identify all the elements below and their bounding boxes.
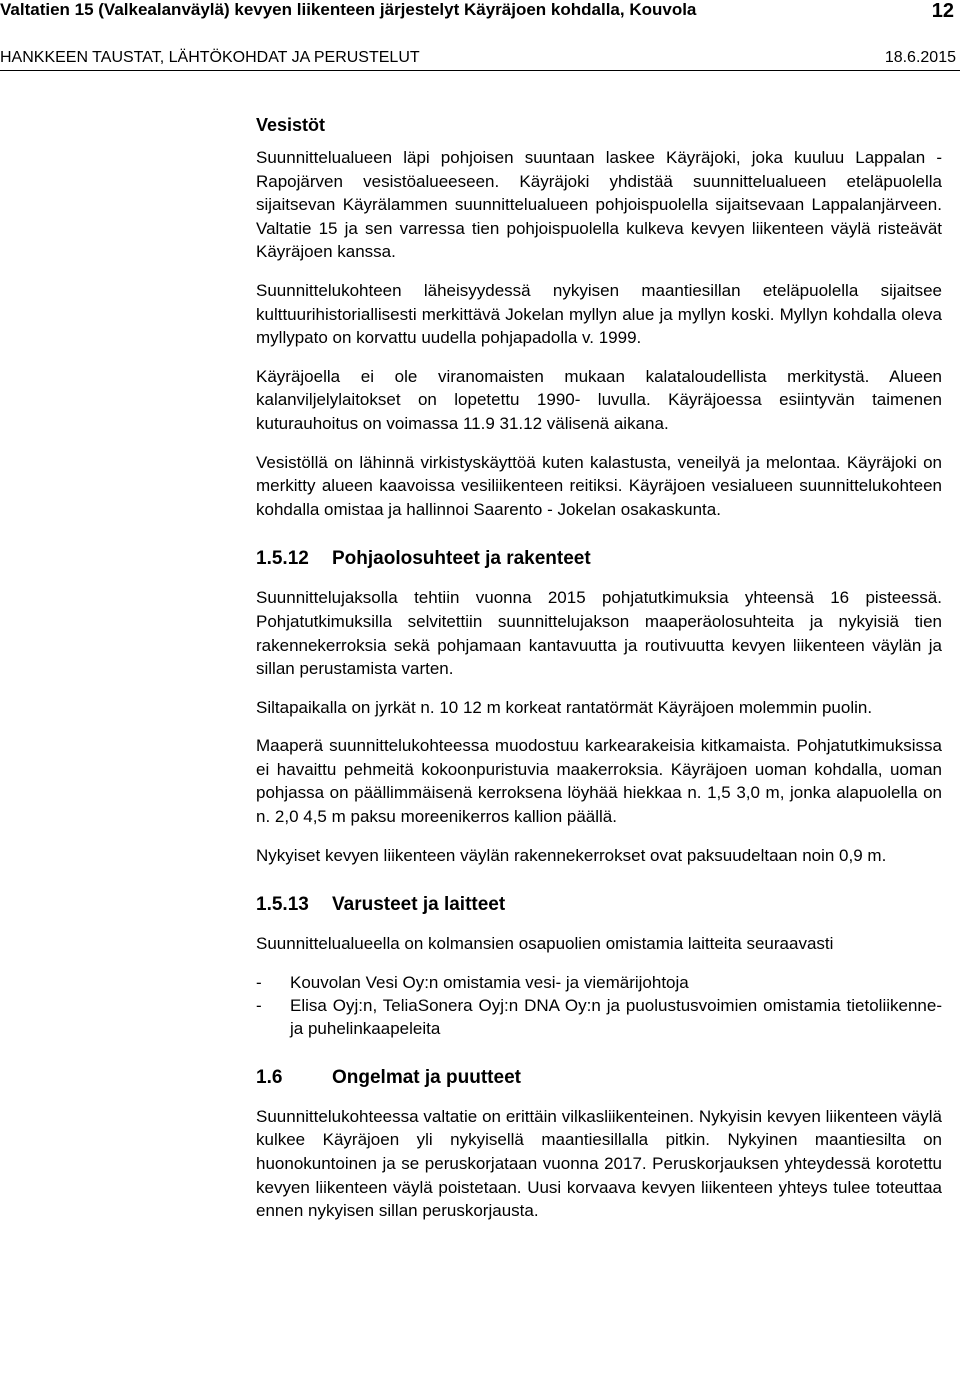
body-content (256, 114, 942, 1238)
paragraph: Suunnittelukohteen läheisyydessä nykyisen maantiesillan eteläpuolella sijaitsee kulttuurihistoriallisesti merkittävä Jokelan myllyn alue ja myllyn koski. Myllyn kohdalla oleva myllypato on korvattu uudella pohjapadolla v. 1999. (256, 280, 942, 348)
section-number: 1.6 (256, 1066, 283, 1088)
paragraph: Vesistöllä on lähinnä virkistyskäyttöä kuten kalastusta, veneilyä ja melontaa. Käyräjoki on merkitty alueen kaavoissa vesiliikenteen reitiksi. Käyräjoen vesialueen suunnittelukohteen kohdalla omistaa ja hallinnoi Saarento - Jokelan osakaskunta. (256, 452, 942, 519)
equipment-list (256, 971, 942, 1040)
paragraph: Siltapaikalla on jyrkät n. 10 12 m korkeat rantatörmät Käyräjoen molemmin puolin. (256, 697, 873, 717)
list-item-text: Kouvolan Vesi Oy:n omistamia vesi- ja viemärijohtoja (290, 972, 689, 992)
heading-pohjaolosuhteet (256, 547, 942, 571)
section-heading: Ongelmat ja puutteet (332, 1066, 521, 1088)
paragraph: Käyräjoella ei ole viranomaisten mukaan kalataloudellista merkitystä. Alueen kalanviljelylaitokset on lopetettu 1990- luvulla. Käyräjoessa esiintyvän taimenen kuturauhoitus on voimassa 11.9 31.12 välisenä aikana. (256, 366, 942, 433)
document-title: Valtatien 15 (Valkealanväylä) kevyen liikenteen järjestelyt Käyräjoen kohdalla, Kouvola (0, 0, 697, 19)
section-subtitle: HANKKEEN TAUSTAT, LÄHTÖKOHDAT JA PERUSTELUT (0, 49, 420, 66)
paragraph: Maaperä suunnittelukohteessa muodostuu karkearakeisia kitkamaista. Pohjatutkimuksissa ei havaittu pehmeitä kokoonpuristuvia maakerroksia. Käyräjoen uoman kohdalla, uoman pohjassa on päällimmäisenä kerroksena löyhää hiekkaa n. 1,5 3,0 m, jonka alapuolella on n. 2,0 4,5 m paksu moreenikerros kallion päällä. (256, 736, 942, 827)
header-divider (0, 70, 960, 71)
paragraph: Suunnittelualueen läpi pohjoisen suuntaan laskee Käyräjoki, joka kuuluu Lappalan - Rapojärven vesistöalueeseen. Käyräjoki yhdistää suunnittelualueen eteläpuolella sijaitsevan Käyrälammen suunnittelualueen pohjoispuolella sijaitsevaan Lappalanjärveen. Valtatie 15 ja sen varressa tien pohjoispuolella kulkeva kevyen liikenteen väylä risteävät Käyräjoen kanssa. (256, 148, 942, 262)
document-date: 18.6.2015 (884, 49, 956, 66)
list-item-text: Elisa Oyj:n, TeliaSonera Oyj:n DNA Oy:n ja puolustusvoimien omistamia tietoliikenne- ja puhelinkaapeleita (290, 995, 942, 1038)
page-number: 12 (931, 0, 954, 22)
list-item (256, 994, 942, 1040)
section-number: 1.5.13 (256, 894, 309, 916)
paragraph: Suunnittelujaksolla tehtiin vuonna 2015 pohjatutkimuksia yhteensä 16 pisteessä. Pohjatutkimuksilla selvitettiin suunnittelujakson maaperäolosuhteita ja nykyisiä tien rakennekerroksia sekä pohjamaan kantavuutta ja routivuutta kevyen liikenteen väylän ja sillan perustamista varten. (256, 588, 942, 679)
heading-vesistot: Vesistöt (256, 115, 326, 135)
section-number: 1.5.12 (256, 548, 309, 570)
list-bullet: - (256, 995, 262, 1015)
list-bullet: - (256, 972, 262, 992)
heading-ongelmat (256, 1066, 942, 1090)
paragraph: Suunnittelukohteessa valtatie on erittäin vilkasliikenteinen. Nykyisin kevyen liikenteen väylä kulkee Käyräjoen yli nykyisellä maantiesillalla pitkin. Nykyinen maantiesilta on huonokuntoinen ja se peruskorjataan vuonna 2017. Peruskorjauksen yhteydessä korotettu kevyen liikenteen väylä poistetaan. Uusi korvaava kevyen liikenteen yhteys tulee toteuttaa ennen nykyisen sillan peruskorjausta. (256, 1106, 942, 1221)
paragraph: Nykyiset kevyen liikenteen väylän rakennekerrokset ovat paksuudeltaan noin 0,9 m. (256, 845, 887, 865)
heading-varusteet (256, 893, 942, 917)
section-heading: Pohjaolosuhteet ja rakenteet (332, 548, 591, 570)
paragraph: Suunnittelualueella on kolmansien osapuolien omistamia laitteita seuraavasti (256, 934, 834, 954)
list-item (256, 971, 942, 994)
section-heading: Varusteet ja laitteet (332, 894, 506, 916)
